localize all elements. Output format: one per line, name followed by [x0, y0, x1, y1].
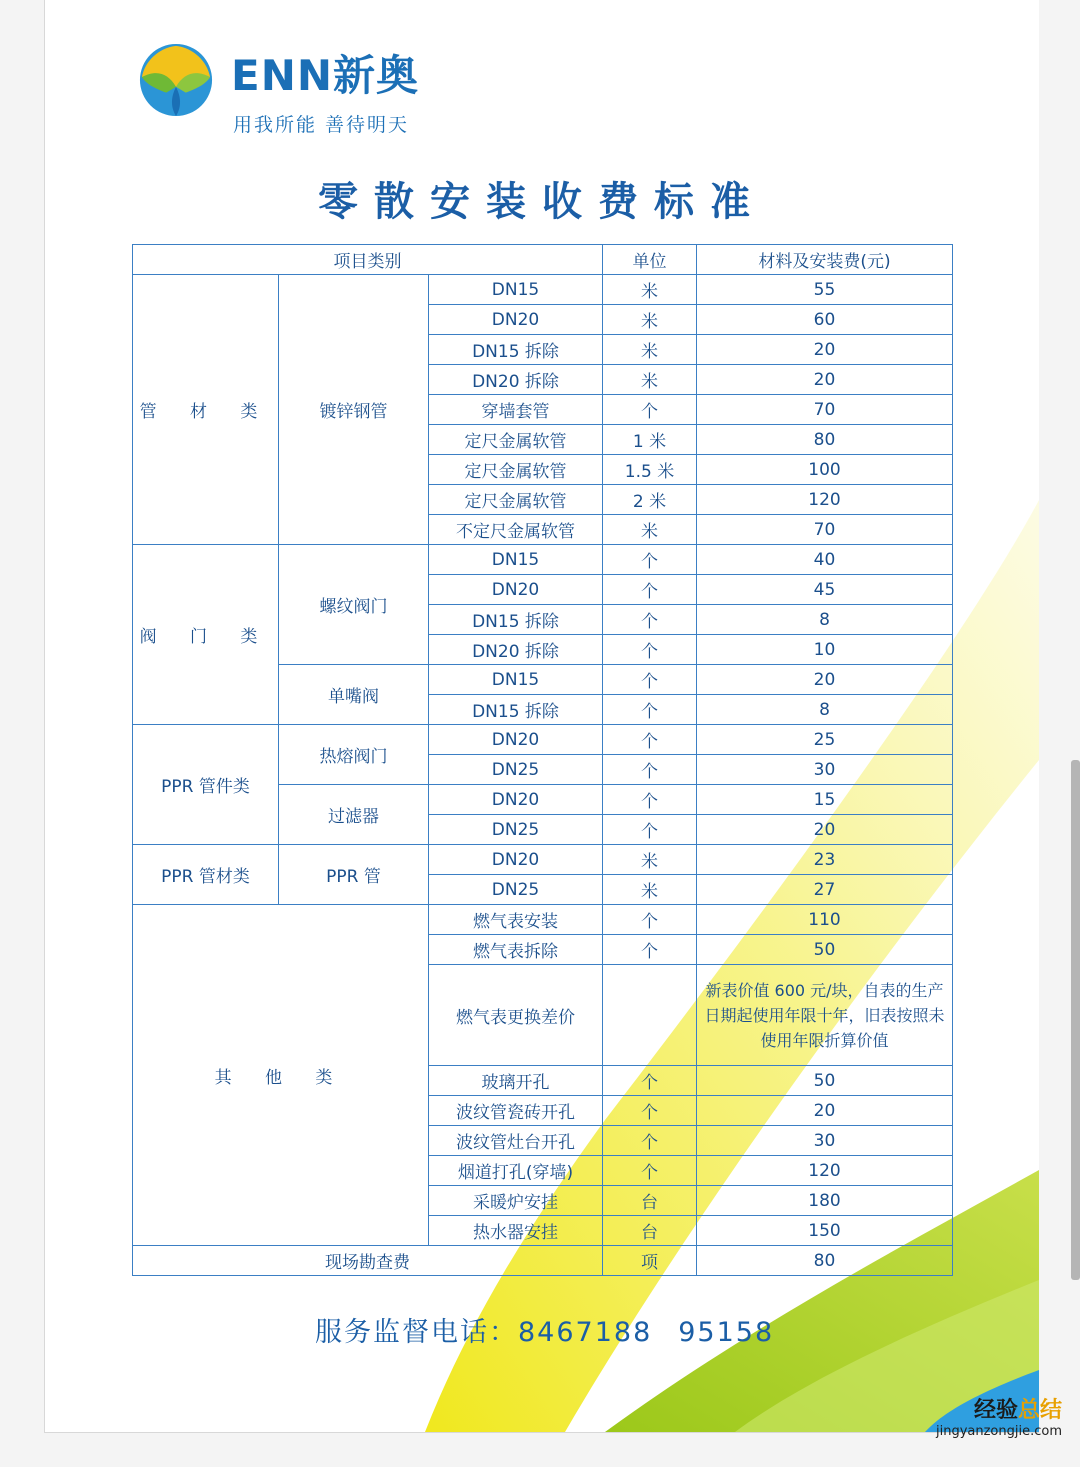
- item-cell: DN15: [429, 545, 603, 575]
- item-cell: 穿墙套管: [429, 395, 603, 425]
- unit-cell: 1.5 米: [603, 455, 697, 485]
- table-row: [133, 845, 953, 875]
- subgroup-galvanized: 镀锌钢管: [279, 275, 429, 545]
- unit-cell: 米: [603, 845, 697, 875]
- table-row: [133, 905, 953, 935]
- fee-cell: 110: [697, 905, 953, 935]
- fee-cell: 30: [697, 1126, 953, 1156]
- group-ppr-fitting: PPR 管件类: [133, 725, 279, 845]
- fee-cell: 20: [697, 335, 953, 365]
- fee-cell: 120: [697, 485, 953, 515]
- unit-cell: 米: [603, 365, 697, 395]
- header-unit: 单位: [603, 245, 697, 275]
- table-row: [133, 545, 953, 575]
- item-cell: DN25: [429, 755, 603, 785]
- table-row: [133, 275, 953, 305]
- item-cell: DN15 拆除: [429, 605, 603, 635]
- unit-cell: 个: [603, 815, 697, 845]
- table-header-row: [133, 245, 953, 275]
- fee-cell: 25: [697, 725, 953, 755]
- unit-cell: 个: [603, 695, 697, 725]
- header-category: 项目类别: [133, 245, 603, 275]
- unit-cell: 台: [603, 1216, 697, 1246]
- item-cell: DN20: [429, 845, 603, 875]
- fee-cell: 70: [697, 395, 953, 425]
- fee-cell: 60: [697, 305, 953, 335]
- survey-unit-cell: 项: [603, 1246, 697, 1276]
- unit-cell: 个: [603, 545, 697, 575]
- fee-cell: 50: [697, 935, 953, 965]
- fee-cell: 50: [697, 1066, 953, 1096]
- fee-cell: 27: [697, 875, 953, 905]
- item-cell: 燃气表安装: [429, 905, 603, 935]
- item-cell: DN20 拆除: [429, 365, 603, 395]
- item-cell: 波纹管灶台开孔: [429, 1126, 603, 1156]
- item-cell: DN15 拆除: [429, 335, 603, 365]
- fee-cell: 80: [697, 425, 953, 455]
- unit-cell: 个: [603, 605, 697, 635]
- item-cell: 不定尺金属软管: [429, 515, 603, 545]
- page-title: 零散安装收费标准: [318, 179, 766, 225]
- unit-cell: 2 米: [603, 485, 697, 515]
- hotline-label: 服务监督电话：: [315, 1317, 518, 1348]
- item-cell: 定尺金属软管: [429, 425, 603, 455]
- brand-slogan: 用我所能 善待明天: [233, 114, 410, 136]
- fee-cell: 8: [697, 695, 953, 725]
- group-pipe: 管 材 类: [133, 275, 279, 545]
- survey-item-cell: 现场勘查费: [133, 1246, 603, 1276]
- unit-cell: 米: [603, 305, 697, 335]
- enn-flower-logo-icon: [137, 42, 215, 118]
- unit-cell: 米: [603, 515, 697, 545]
- unit-cell: 个: [603, 635, 697, 665]
- item-cell: DN25: [429, 815, 603, 845]
- site-watermark: [936, 1393, 1062, 1439]
- fee-cell: 15: [697, 785, 953, 815]
- table-row-survey: [133, 1246, 953, 1276]
- item-cell: DN20: [429, 575, 603, 605]
- fee-note-cell: 新表价值 600 元/块，自表的生产日期起使用年限十年，旧表按照未使用年限折算价值: [697, 965, 953, 1066]
- watermark-main: [936, 1393, 1062, 1424]
- unit-cell: 个: [603, 905, 697, 935]
- unit-cell: 个: [603, 785, 697, 815]
- watermark-text-b: 总结: [1017, 1398, 1062, 1423]
- unit-cell: 米: [603, 275, 697, 305]
- subgroup-hot-melt-valve: 热熔阀门: [279, 725, 429, 785]
- unit-cell: [603, 965, 697, 1066]
- hotline-number-1: 8467188: [518, 1317, 653, 1348]
- fee-cell: 40: [697, 545, 953, 575]
- unit-cell: 个: [603, 935, 697, 965]
- scrollbar-thumb[interactable]: [1071, 760, 1080, 1280]
- fee-cell: 20: [697, 365, 953, 395]
- item-cell: DN20: [429, 305, 603, 335]
- fee-cell: 120: [697, 1156, 953, 1186]
- item-cell: 采暖炉安挂: [429, 1186, 603, 1216]
- fee-cell: 30: [697, 755, 953, 785]
- unit-cell: 个: [603, 1126, 697, 1156]
- fee-cell: 20: [697, 1096, 953, 1126]
- hotline-number-2: 95158: [678, 1317, 775, 1348]
- fee-cell: 8: [697, 605, 953, 635]
- subgroup-ppr-pipe: PPR 管: [279, 845, 429, 905]
- item-cell: DN20: [429, 785, 603, 815]
- fee-cell: 10: [697, 635, 953, 665]
- unit-cell: 个: [603, 1066, 697, 1096]
- unit-cell: 个: [603, 575, 697, 605]
- unit-cell: 台: [603, 1186, 697, 1216]
- fee-cell: 55: [697, 275, 953, 305]
- item-cell: 燃气表更换差价: [429, 965, 603, 1066]
- group-valve: 阀 门 类: [133, 545, 279, 725]
- unit-cell: 1 米: [603, 425, 697, 455]
- unit-cell: 米: [603, 875, 697, 905]
- header-fee: 材料及安装费(元): [697, 245, 953, 275]
- service-hotline: [315, 1310, 800, 1349]
- group-other: 其 他 类: [133, 905, 429, 1246]
- watermark-url: jingyanzongjie.com: [935, 1424, 1062, 1439]
- item-cell: DN15: [429, 275, 603, 305]
- item-cell: 热水器安挂: [429, 1216, 603, 1246]
- item-cell: 玻璃开孔: [429, 1066, 603, 1096]
- fee-cell: 150: [697, 1216, 953, 1246]
- unit-cell: 个: [603, 395, 697, 425]
- subgroup-filter: 过滤器: [279, 785, 429, 845]
- item-cell: DN15 拆除: [429, 695, 603, 725]
- item-cell: 定尺金属软管: [429, 485, 603, 515]
- unit-cell: 个: [603, 1096, 697, 1126]
- unit-cell: 米: [603, 335, 697, 365]
- subgroup-single-nozzle: 单嘴阀: [279, 665, 429, 725]
- brand-logo-text: ENN新奥: [231, 51, 419, 100]
- fee-cell: 20: [697, 815, 953, 845]
- item-cell: 波纹管瓷砖开孔: [429, 1096, 603, 1126]
- fee-table: [132, 244, 953, 1276]
- item-cell: 定尺金属软管: [429, 455, 603, 485]
- fee-cell: 180: [697, 1186, 953, 1216]
- unit-cell: 个: [603, 725, 697, 755]
- fee-cell: 100: [697, 455, 953, 485]
- subgroup-threaded-valve: 螺纹阀门: [279, 545, 429, 665]
- item-cell: DN20 拆除: [429, 635, 603, 665]
- item-cell: 燃气表拆除: [429, 935, 603, 965]
- item-cell: DN15: [429, 665, 603, 695]
- group-ppr-pipe: PPR 管材类: [133, 845, 279, 905]
- fee-cell: 70: [697, 515, 953, 545]
- unit-cell: 个: [603, 1156, 697, 1186]
- survey-fee-cell: 80: [697, 1246, 953, 1276]
- item-cell: 烟道打孔(穿墙): [429, 1156, 603, 1186]
- fee-cell: 20: [697, 665, 953, 695]
- unit-cell: 个: [603, 665, 697, 695]
- watermark-text-a: 经验: [973, 1398, 1018, 1423]
- item-cell: DN25: [429, 875, 603, 905]
- item-cell: DN20: [429, 725, 603, 755]
- table-row: [133, 725, 953, 755]
- flyer-sheet: [44, 0, 1039, 1433]
- unit-cell: 个: [603, 755, 697, 785]
- fee-cell: 45: [697, 575, 953, 605]
- fee-cell: 23: [697, 845, 953, 875]
